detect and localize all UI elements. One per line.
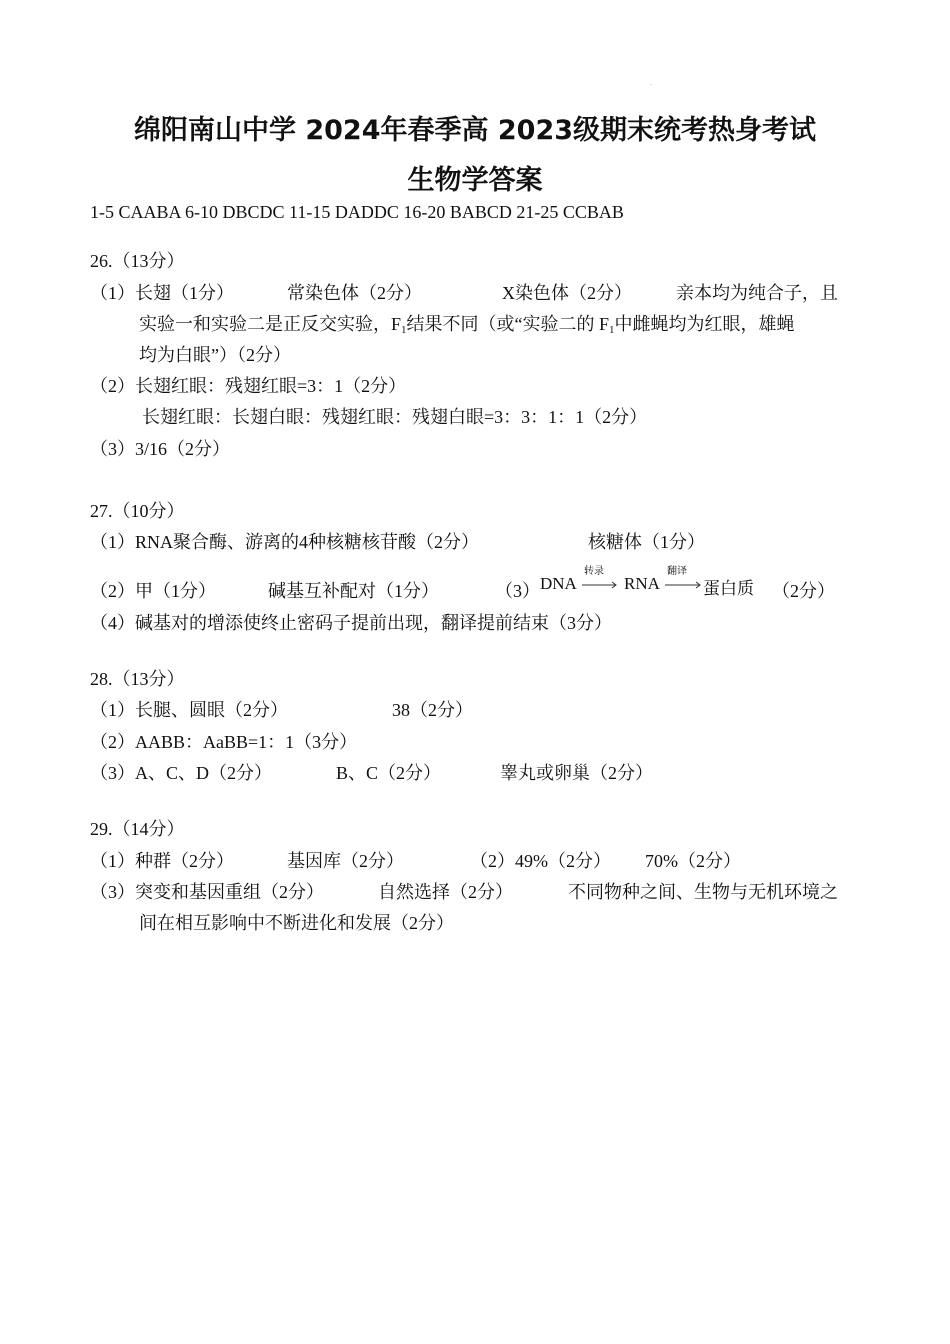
multiple-choice-answers: 1-5 CAABA 6-10 DBCDC 11-15 DADDC 16-20 BABCD 21-25 CCBAB — [90, 202, 624, 222]
q26-1-answer-c: X染色体（2分） — [502, 283, 632, 303]
q26-1-answer-b: 常染色体（2分） — [287, 283, 422, 303]
q29-3-answer-b: 自然选择（2分） — [378, 882, 513, 902]
q29-1-answer-b: 基因库（2分） — [287, 851, 404, 871]
flow-dna-label: DNA — [540, 574, 577, 593]
q26-1-answer-line3: 均为白眼”）（2分） — [139, 345, 291, 365]
flow-translation-label: 翻译 — [667, 566, 687, 577]
q27-1-answer-b: 核糖体（1分） — [588, 532, 705, 552]
flow-transcription-label: 转录 — [584, 566, 604, 577]
central-dogma-flow-diagram — [540, 560, 760, 600]
q27-heading: 27.（10分） — [90, 501, 185, 521]
q28-heading: 28.（13分） — [90, 669, 185, 689]
q26-1-answer-a: （1）长翅（1分） — [90, 283, 234, 303]
q26-1-answer-d: 亲本均为纯合子，且 — [676, 283, 838, 303]
q28-3-answer-b: B、C（2分） — [336, 763, 442, 783]
q27-2-answer-b: 碱基互补配对（1分） — [268, 581, 439, 601]
corner-mark: . — [650, 78, 652, 87]
flow-rna-label: RNA — [624, 574, 660, 593]
q26-heading: 26.（13分） — [90, 251, 185, 271]
page-subtitle: 生物学答案 — [407, 165, 543, 196]
q29-3-answer-line2: 间在相互影响中不断进化和发展（2分） — [139, 913, 454, 933]
q26-3-answer: （3）3/16（2分） — [90, 439, 231, 459]
q27-4-answer: （4）碱基对的增添使终止密码子提前出现，翻译提前结束（3分） — [90, 613, 612, 633]
q27-3-score: （2分） — [772, 581, 835, 601]
q28-3-answer-c: 睾丸或卵巢（2分） — [500, 763, 653, 783]
q29-2-answer-b: 70%（2分） — [645, 851, 741, 871]
q26-2-answer-line2: 长翅红眼：长翅白眼：残翅红眼：残翅白眼=3：3：1：1（2分） — [142, 407, 648, 427]
q29-3-answer-a: （3）突变和基因重组（2分） — [90, 882, 324, 902]
q29-1-answer-a: （1）种群（2分） — [90, 851, 234, 871]
q28-1-answer-b: 38（2分） — [392, 700, 473, 720]
q29-2-answer-a: （2）49%（2分） — [470, 851, 611, 871]
q28-2-answer: （2）AABB：AaBB=1：1（3分） — [90, 732, 358, 752]
q26-2-answer-line1: （2）长翅红眼：残翅红眼=3：1（2分） — [90, 376, 407, 396]
q29-3-answer-c: 不同物种之间、生物与无机环境之 — [568, 882, 838, 902]
page-title: 绵阳南山中学 2024年春季高 2023级期末统考热身考试 — [133, 115, 817, 146]
q27-2-answer-a: （2）甲（1分） — [90, 581, 216, 601]
q28-3-answer-a: （3）A、C、D（2分） — [90, 763, 273, 783]
q28-1-answer-a: （1）长腿、圆眼（2分） — [90, 700, 288, 720]
q26-1-answer-line2: 实验一和实验二是正反交实验，$F_1$结果不同（或“实验二的 $F_1$中雌蝇均为红眼，雄蝇 — [139, 314, 795, 336]
q29-heading: 29.（14分） — [90, 819, 185, 839]
flow-protein-label: 蛋白质 — [703, 579, 754, 598]
q27-3-label: （3） — [495, 581, 540, 601]
q27-1-answer-a: （1）RNA聚合酶、游离的4种核糖核苷酸（2分） — [90, 532, 480, 552]
